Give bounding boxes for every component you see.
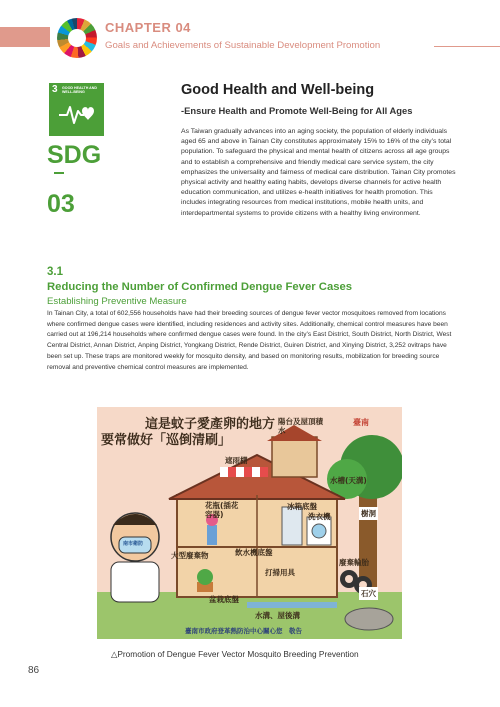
illustration-title-line1: 這是蚊子愛產卵的地方 — [145, 417, 276, 432]
header-rule — [434, 46, 500, 47]
mascot-body — [111, 562, 159, 602]
sdg-tile-number: 3 — [52, 84, 58, 95]
heartbeat-heart-icon — [59, 101, 95, 127]
stone — [345, 608, 393, 630]
label-awning: 遮雨棚 — [225, 456, 248, 465]
sdg-label-number: 03 — [47, 190, 75, 218]
label-drain: 水溝、屋後溝 — [255, 611, 300, 620]
label-plant-tray: 盆栽底盤 — [209, 595, 239, 604]
section-title: Reducing the Number of Confirmed Dengue Fever Cases — [47, 281, 353, 293]
sdg-wheel-icon — [57, 18, 97, 58]
goal-title: Good Health and Well-being — [181, 82, 375, 98]
label-cleaning-tools: 打掃用具 — [265, 568, 295, 577]
flower-vase — [207, 525, 217, 545]
label-dispenser-tray: 飲水機底盤 — [235, 548, 273, 557]
section-subtitle: Establishing Preventive Measure — [47, 296, 187, 307]
mask-text: 南市衛防 — [123, 541, 144, 547]
page-number: 86 — [28, 665, 40, 676]
label-fridge-tray: 冰箱底盤 — [287, 502, 317, 511]
tainan-seal: 臺南 — [353, 418, 369, 427]
sdg3-tile — [49, 83, 104, 136]
dengue-prevention-illustration — [97, 407, 402, 639]
drain — [247, 602, 337, 608]
label-washer: 洗衣機 — [308, 512, 331, 521]
label-gutter: 水槽(天溝) — [330, 476, 367, 485]
illustration-credit: 臺南市政府登革熱防治中心關心您 敬告 — [185, 627, 302, 635]
sdg-label-dash — [54, 172, 64, 174]
label-waste-tires: 廢棄輪胎 — [339, 558, 369, 567]
goal-subtitle: -Ensure Health and Promote Well-Being for All Ages — [181, 105, 413, 116]
label-flower-pot: 花瓶(插花容器) — [205, 501, 239, 519]
label-tree-hole: 樹洞 — [361, 509, 376, 518]
illustration-title-line2: 要常做好「巡倒清刷」 — [101, 433, 232, 448]
header-accent-bar — [0, 27, 50, 47]
label-big-waste: 大型廢棄物 — [171, 551, 209, 560]
rooftop-room — [272, 437, 317, 477]
sdg-label-prefix: SDG — [47, 141, 102, 169]
label-balcony: 陽台及屋頂積水 — [278, 417, 323, 435]
label-stone-hole: 石穴 — [361, 589, 376, 598]
section-body-paragraph: In Tainan City, a total of 602,556 households have had their breeding sources of dengue fever vector mosquitoes removed from locations where confirmed dengue cases were identified, including residences and activity sites. Additionally, chemical control measures have been carried out at 196,214 households where confirmed dengue cases were found. In the city’s East District, South District, North District, West Central District, Annan District, Anping District, Yongkang District, Rende District, Guiren District, and Xinying District, 3,252 ovitraps have been set up. These traps are monitored weekly for mosquito density, and based on monitoring results, mobilization for breeding source removal and preventive chemical control measures are implemented. — [47, 310, 452, 371]
section-number: 3.1 — [47, 266, 63, 278]
chapter-number: CHAPTER 04 — [105, 20, 191, 35]
goal-intro-paragraph: As Taiwan gradually advances into an aging society, the population of elderly individuals aged 65 and above in Tainan City constitutes approximately 15% to 16% of the city’s total population. To safeguard the physical and mental health of citizens across all age groups and to establish a comprehensive and friendly medical care service system, the city emphasizes the universality and fairness of medical care distribution. Tainan City promotes physical activity and healthy eating habits, develops diverse channels for active health education communication, and utilizes e-health initiatives for health promotion. This includes integrating resources from medical institutions, mobile health units, and interdepartmental systems to provide citizens with a healthy living environment. — [181, 128, 456, 217]
sdg-tile-caption: GOOD HEALTH AND WELL-BEING — [62, 86, 97, 94]
figure-caption: △Promotion of Dengue Fever Vector Mosquito Breeding Prevention — [111, 649, 359, 659]
chapter-title: Goals and Achievements of Sustainable Development Promotion — [105, 40, 381, 51]
fridge — [282, 507, 302, 545]
